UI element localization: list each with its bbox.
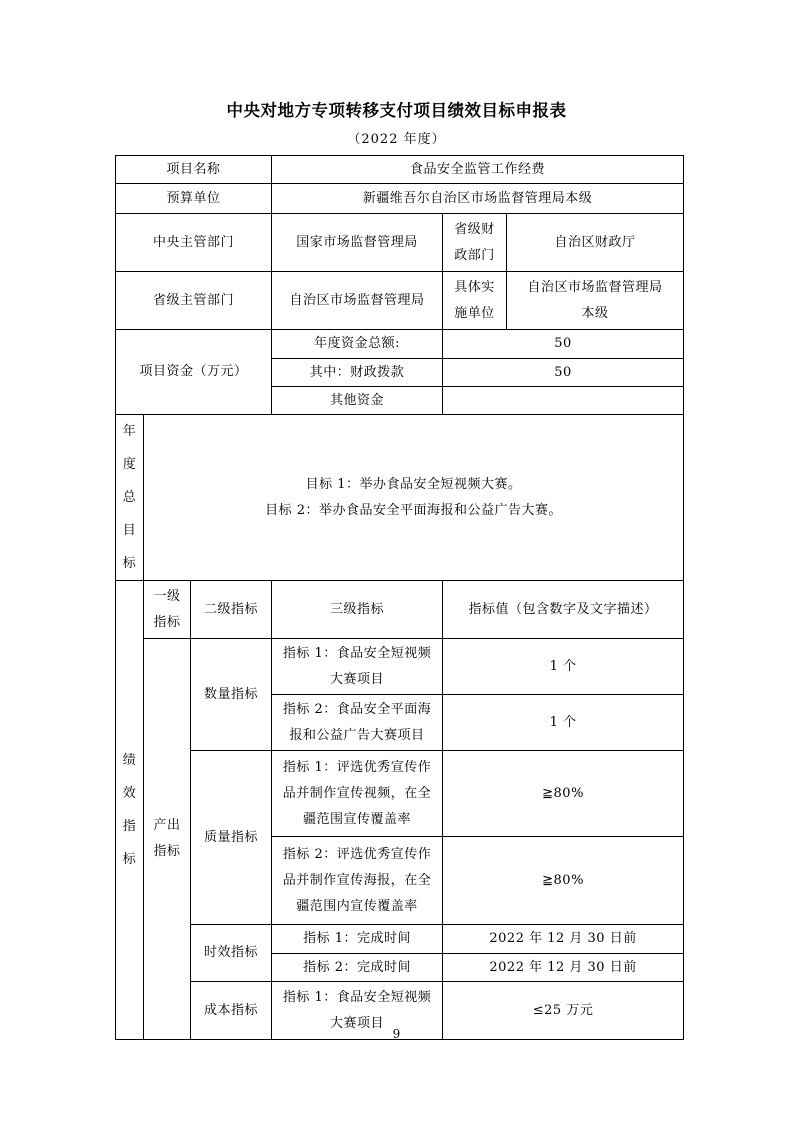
page-number: 9 [392, 1027, 401, 1041]
funds-other-label: 其他资金 [272, 387, 443, 415]
perf-indicator-char: 效 [122, 786, 137, 801]
timeliness-indicator-2: 指标 2：完成时间 [272, 954, 443, 982]
col-header-level1-line: 一级 [153, 588, 181, 604]
annual-goal-char: 度 [122, 457, 137, 472]
funds-total-label: 年度资金总额: [272, 330, 443, 359]
goal-1: 目标 1：举办食品安全短视频大赛。 [305, 476, 522, 492]
annual-goal-char: 标 [122, 556, 137, 571]
table-row [116, 330, 684, 359]
provincial-finance-label-line: 省级财 [454, 221, 495, 237]
funds-label: 项目资金（万元） [116, 330, 272, 415]
table-row [116, 156, 684, 184]
perf-indicator-char: 绩 [122, 753, 137, 768]
goal-2: 目标 2：举办食品安全平面海报和公益广告大赛。 [265, 502, 562, 518]
quantity-value-2: 1 个 [443, 695, 684, 751]
quality-value-2: ≧80% [443, 837, 684, 925]
impl-unit-label [443, 272, 507, 330]
indicator-line: 报和公益广告大赛项目 [289, 727, 425, 743]
impl-unit-label-line: 具体实 [454, 279, 495, 295]
impl-unit-value [507, 272, 684, 330]
quality-value-1: ≧80% [443, 751, 684, 837]
col-header-value: 指标值（包含数字及文字描述） [443, 581, 684, 639]
provincial-dept-label: 省级主管部门 [116, 272, 272, 330]
cost-indicator-label: 成本指标 [191, 982, 272, 1040]
quantity-indicator-1 [272, 639, 443, 695]
indicator-line: 品并制作宣传海报，在全 [282, 872, 432, 888]
quantity-indicator-label: 数量指标 [191, 639, 272, 751]
annual-goal-char: 年 [122, 424, 137, 439]
indicator-line: 疆范围内宣传覆盖率 [296, 898, 418, 914]
performance-form-table [115, 155, 684, 1040]
quantity-indicator-2 [272, 695, 443, 751]
table-row [116, 214, 684, 272]
col-header-level3: 三级指标 [272, 581, 443, 639]
output-indicator-line: 指标 [153, 844, 181, 859]
annual-goal-char: 目 [122, 523, 137, 538]
funds-fiscal-value: 50 [443, 359, 684, 387]
funds-total-value: 50 [443, 330, 684, 359]
impl-unit-label-line: 施单位 [454, 305, 495, 321]
provincial-finance-value: 自治区财政厅 [507, 214, 684, 272]
page-subtitle: （2022 年度） [347, 132, 446, 147]
quality-indicator-2 [272, 837, 443, 925]
central-dept-label: 中央主管部门 [116, 214, 272, 272]
funds-fiscal-label: 其中：财政拨款 [272, 359, 443, 387]
central-dept-value: 国家市场监督管理局 [272, 214, 443, 272]
provincial-finance-label [443, 214, 507, 272]
indicator-line: 指标 1：食品安全短视频 [282, 645, 432, 661]
provincial-finance-label-line: 政部门 [454, 247, 495, 263]
indicator-line: 品并制作宣传视频，在全 [282, 785, 432, 801]
annual-goals [144, 415, 684, 581]
cost-value-1: ≤25 万元 [443, 982, 684, 1040]
budget-unit-value: 新疆维吾尔自治区市场监督管理局本级 [272, 184, 684, 214]
annual-goal-char: 总 [122, 490, 137, 505]
indicator-line: 指标 1：评选优秀宣传作 [282, 759, 432, 775]
provincial-dept-value: 自治区市场监督管理局 [272, 272, 443, 330]
perf-indicator-char: 标 [122, 852, 137, 867]
perf-indicator-label [116, 581, 144, 1040]
output-indicator-line: 产出 [153, 818, 181, 833]
table-row [116, 272, 684, 330]
timeliness-value-2: 2022 年 12 月 30 日前 [443, 954, 684, 982]
col-header-level1-line: 指标 [153, 614, 181, 630]
perf-indicator-char: 指 [122, 819, 137, 834]
table-row [116, 751, 684, 837]
page-title: 中央对地方专项转移支付项目绩效目标申报表 [226, 101, 567, 120]
annual-goal-label [116, 415, 144, 581]
impl-unit-value-line: 本级 [581, 305, 609, 321]
budget-unit-label: 预算单位 [116, 184, 272, 214]
output-indicator-label [144, 639, 191, 1040]
table-row [116, 925, 684, 954]
impl-unit-value-line: 自治区市场监督管理局 [527, 279, 663, 295]
table-row [116, 581, 684, 639]
quality-indicator-label: 质量指标 [191, 751, 272, 925]
indicator-line: 大赛项目 [330, 1015, 385, 1031]
timeliness-indicator-label: 时效指标 [191, 925, 272, 982]
indicator-line: 大赛项目 [330, 671, 385, 687]
funds-other-value [443, 387, 684, 415]
indicator-line: 疆范围宣传覆盖率 [303, 811, 412, 827]
quantity-value-1: 1 个 [443, 639, 684, 695]
indicator-line: 指标 2：评选优秀宣传作 [282, 846, 432, 862]
table-row [116, 415, 684, 581]
col-header-level2: 二级指标 [191, 581, 272, 639]
quality-indicator-1 [272, 751, 443, 837]
indicator-line: 指标 1：食品安全短视频 [282, 989, 432, 1005]
timeliness-indicator-1: 指标 1：完成时间 [272, 925, 443, 954]
table-row [116, 639, 684, 695]
project-name-value: 食品安全监管工作经费 [272, 156, 684, 184]
timeliness-value-1: 2022 年 12 月 30 日前 [443, 925, 684, 954]
col-header-level1 [144, 581, 191, 639]
indicator-line: 指标 2：食品安全平面海 [282, 701, 432, 717]
project-name-label: 项目名称 [116, 156, 272, 184]
table-row [116, 184, 684, 214]
